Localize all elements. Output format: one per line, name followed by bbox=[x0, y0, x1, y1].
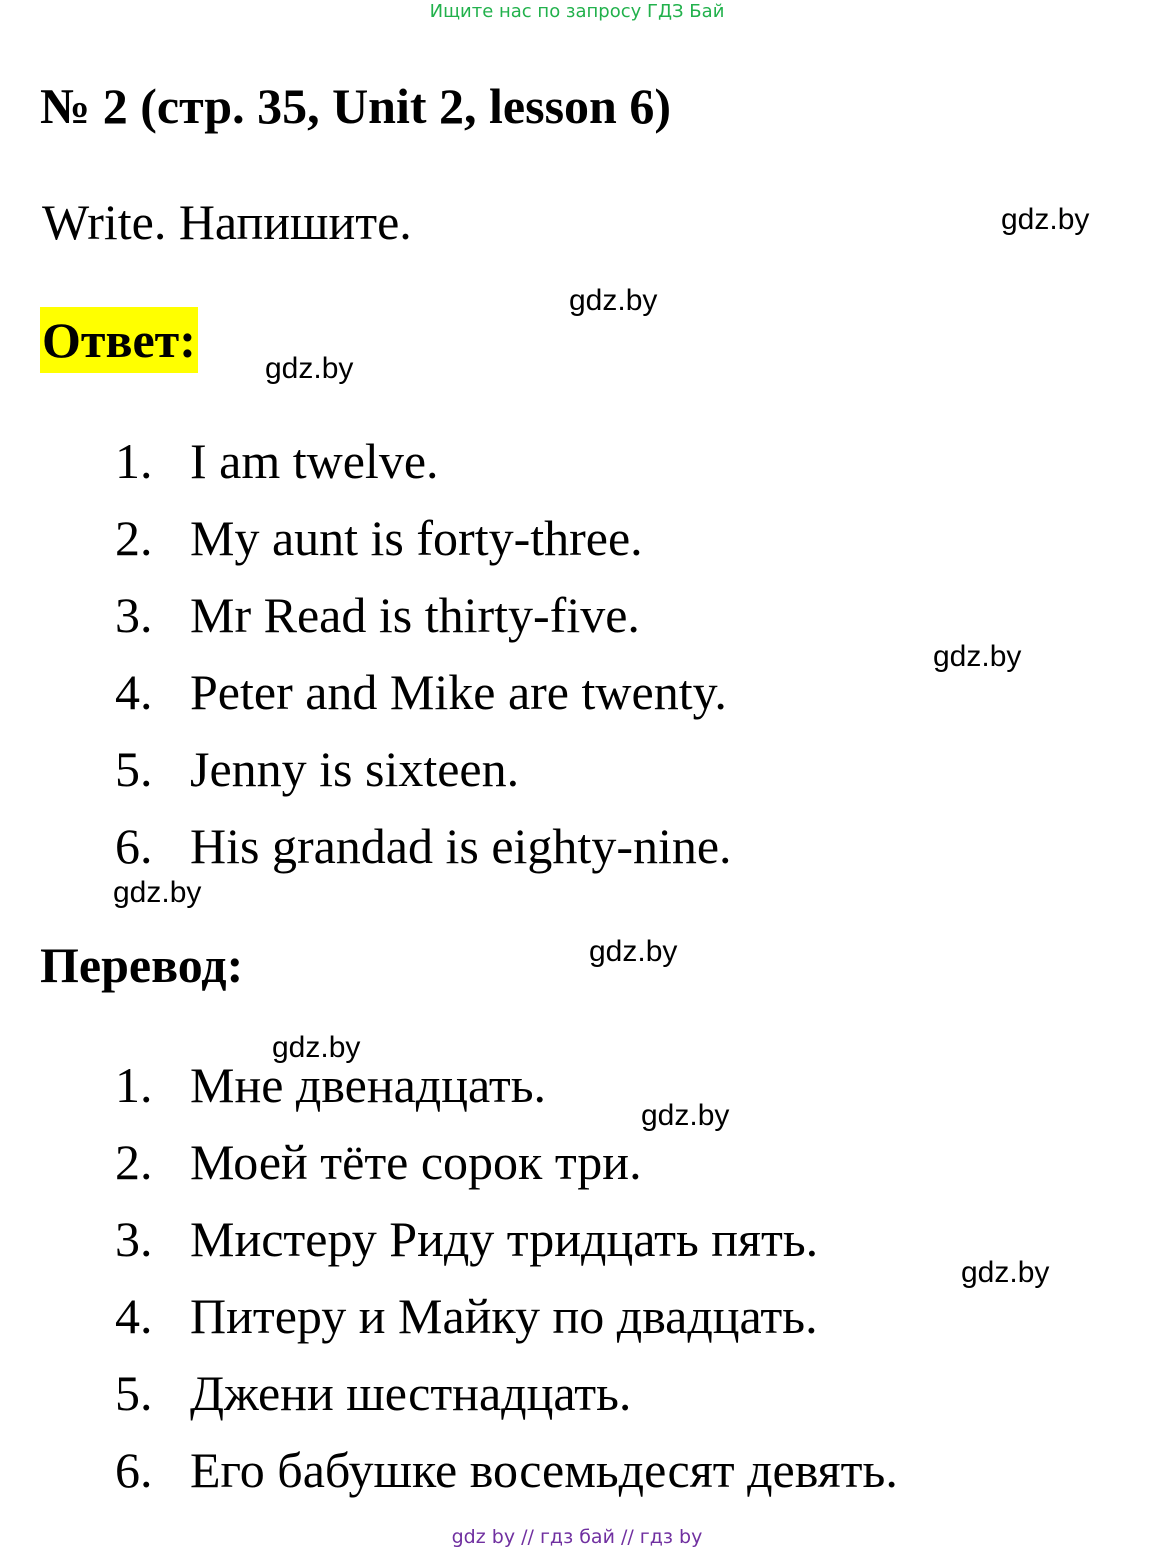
item-text: Джени шестнадцать. bbox=[190, 1365, 632, 1421]
item-text: Jenny is sixteen. bbox=[190, 741, 520, 797]
item-text: Мистеру Риду тридцать пять. bbox=[190, 1211, 819, 1267]
footer-links: gdz by // гдз бай // гдз by bbox=[451, 1526, 703, 1548]
watermark: gdz.by bbox=[265, 352, 354, 385]
item-number: 2. bbox=[115, 510, 153, 566]
item-text: Питеру и Майку по двадцать. bbox=[190, 1288, 818, 1344]
watermark: gdz.by bbox=[641, 1099, 730, 1132]
item-text: Его бабушке восемьдесят девять. bbox=[190, 1442, 898, 1498]
watermark: gdz.by bbox=[1001, 203, 1090, 236]
item-number: 5. bbox=[115, 1365, 153, 1421]
item-text: Моей тёте сорок три. bbox=[190, 1134, 642, 1190]
item-text: Мне двенадцать. bbox=[190, 1057, 547, 1113]
item-number: 3. bbox=[115, 587, 153, 643]
watermark: gdz.by bbox=[272, 1031, 361, 1064]
item-number: 6. bbox=[115, 1442, 153, 1498]
item-number: 4. bbox=[115, 664, 153, 720]
watermark: gdz.by bbox=[961, 1256, 1050, 1289]
watermark: gdz.by bbox=[569, 284, 658, 317]
item-number: 2. bbox=[115, 1134, 153, 1190]
answer-heading: Ответ: bbox=[40, 307, 198, 373]
top-banner: Ищите нас по запросу ГДЗ Бай bbox=[429, 1, 725, 22]
item-text: I am twelve. bbox=[190, 433, 439, 489]
item-text: My aunt is forty-three. bbox=[190, 510, 643, 566]
watermark: gdz.by bbox=[113, 876, 202, 909]
task-instruction: Write. Напишите. bbox=[42, 194, 412, 250]
watermark: gdz.by bbox=[933, 640, 1022, 673]
item-number: 1. bbox=[115, 433, 153, 489]
item-text: His grandad is eighty-nine. bbox=[190, 818, 732, 874]
watermark: gdz.by bbox=[589, 935, 678, 968]
task-title: № 2 (стр. 35, Unit 2, lesson 6) bbox=[40, 78, 671, 134]
item-number: 4. bbox=[115, 1288, 153, 1344]
translation-heading: Перевод: bbox=[40, 937, 244, 993]
item-text: Peter and Mike are twenty. bbox=[190, 664, 727, 720]
item-number: 3. bbox=[115, 1211, 153, 1267]
item-number: 1. bbox=[115, 1057, 153, 1113]
item-number: 5. bbox=[115, 741, 153, 797]
item-text: Mr Read is thirty-five. bbox=[190, 587, 640, 643]
item-number: 6. bbox=[115, 818, 153, 874]
